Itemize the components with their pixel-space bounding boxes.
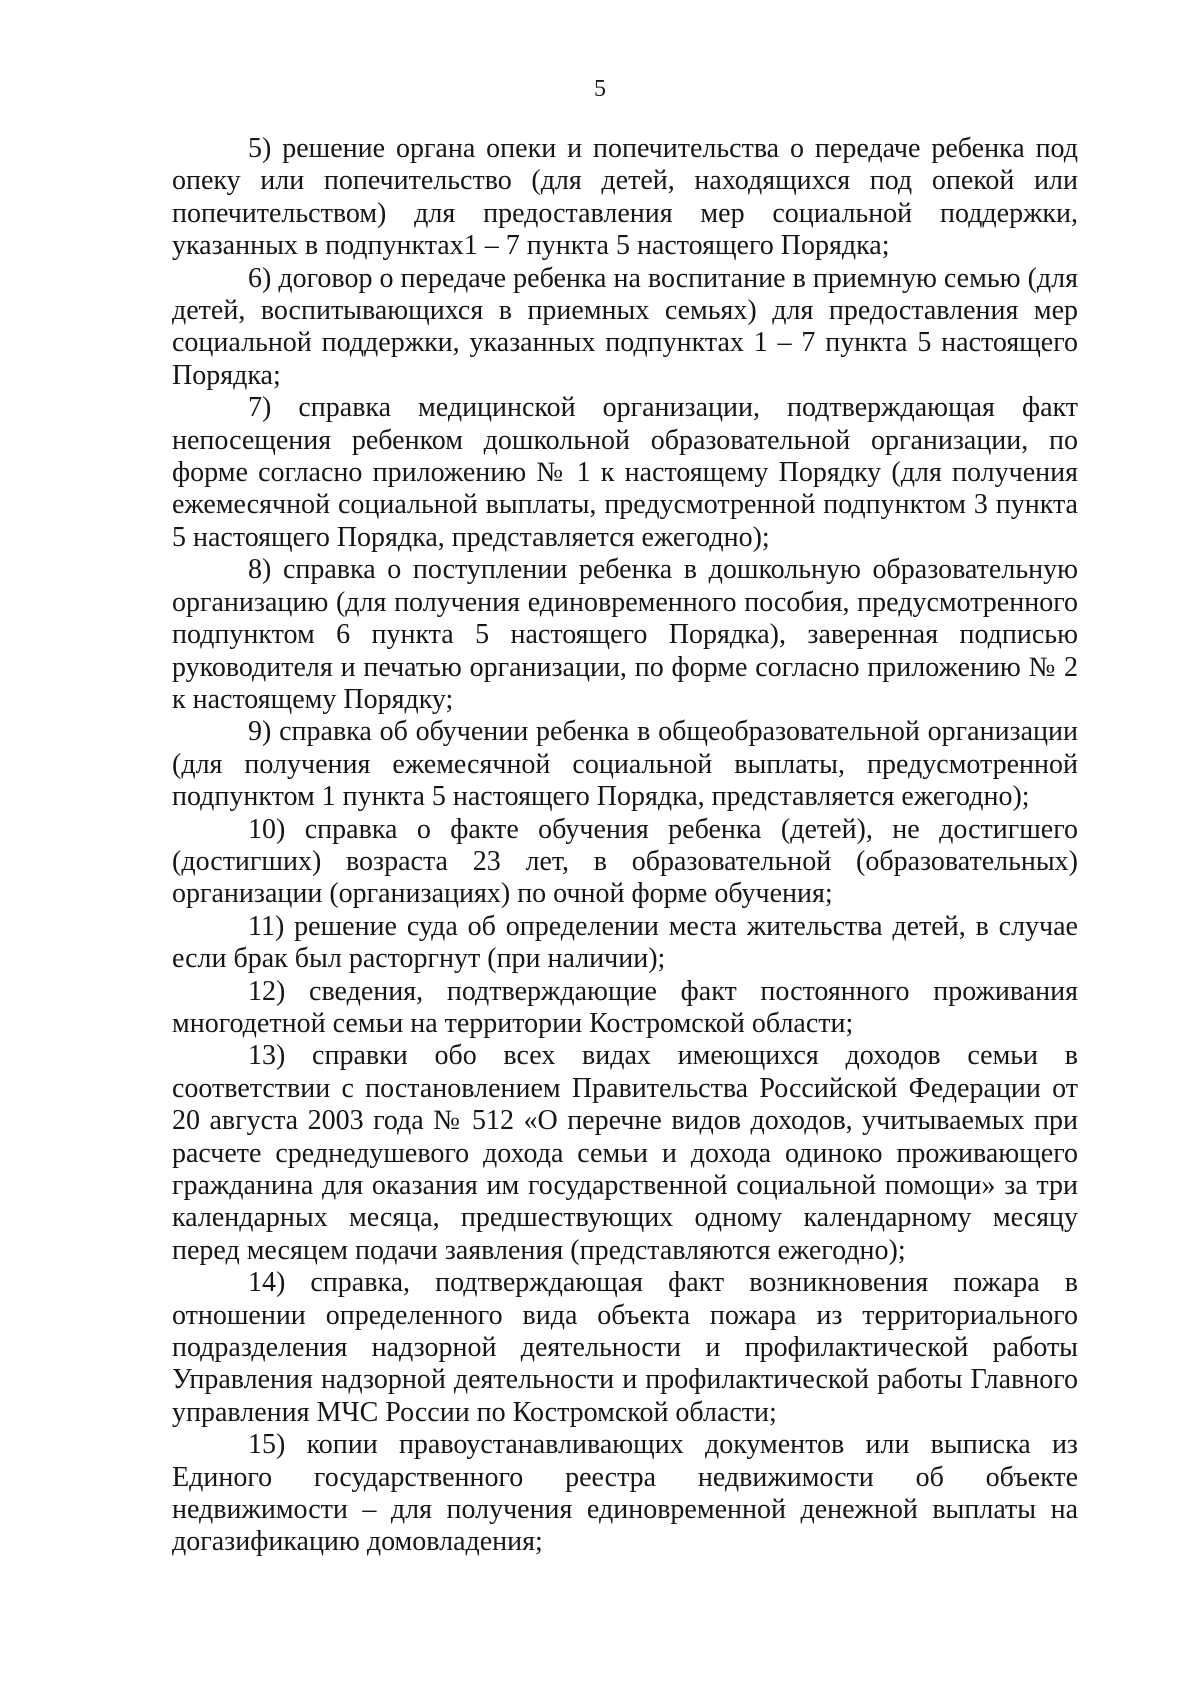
- list-item-11: 11) решение суда об определении места жительства детей, в случае если брак был расторгнут (при наличии);: [172, 910, 1078, 975]
- list-item-12: 12) сведения, подтверждающие факт постоянного проживания многодетной семьи на территории Костромской области;: [172, 975, 1078, 1039]
- list-item-6: 6) договор о передаче ребенка на воспитание в приемную семью (для детей, воспитывающихся в приемных семьях) для предоставления мер социальной поддержки, указанных подпунктах 1 – 7 пункта 5 настоящего Порядка;: [172, 262, 1078, 391]
- page-number: 5: [594, 76, 606, 102]
- list-item-5: 5) решение органа опеки и попечительства о передаче ребенка под опеку или попечительство (для детей, находящихся под опекой или попечительством) для предоставления мер социальной поддержки, указанных в подпунктах1 – 7 пункта 5 настоящего Порядка;: [172, 133, 1078, 262]
- list-item-9: 9) справка об обучении ребенка в общеобразовательной организации (для получения ежемесячной социальной выплаты, предусмотренной подпунктом 1 пункта 5 настоящего Порядка, представляется ежегодно);: [172, 716, 1078, 813]
- list-item-15: 15) копии правоустанавливающих документов или выписка из Единого государственного реестра недвижимости об объекте недвижимости – для получения единовременной денежной выплаты на догазификацию домовладения;: [172, 1429, 1078, 1558]
- list-item-8: 8) справка о поступлении ребенка в дошкольную образовательную организацию (для получения единовременного пособия, предусмотренного подпунктом 6 пункта 5 настоящего Порядка), заверенная подписью руководителя и печатью организации, по форме согласно приложению № 2 к настоящему Порядку;: [172, 554, 1078, 715]
- list-item-13: 13) справки обо всех видах имеющихся доходов семьи в соответствии с постановлением Правительства Российской Федерации от 20 августа 2003 года № 512 «О перечне видов доходов, учитываемых при расчете среднедушевого дохода семьи и дохода одиноко проживающего гражданина для оказания им государственной социальной помощи» за три календарных месяца, предшествующих одному календарному месяцу перед месяцем подачи заявления (представляются ежегодно);: [172, 1040, 1078, 1266]
- document-body: [172, 133, 1078, 1559]
- list-item-10: 10) справка о факте обучения ребенка (детей), не достигшего (достигших) возраста 23 лет, в образовательной (образовательных) организации (организациях) по очной форме обучения;: [172, 813, 1078, 910]
- list-item-7: 7) справка медицинской организации, подтверждающая факт непосещения ребенком дошкольной образовательной организации, по форме согласно приложению № 1 к настоящему Порядку (для получения ежемесячной социальной выплаты, предусмотренной подпунктом 3 пункта 5 настоящего Порядка, представляется ежегодно);: [172, 392, 1078, 553]
- list-item-14: 14) справка, подтверждающая факт возникновения пожара в отношении определенного вида объекта пожара из территориального подразделения надзорной деятельности и профилактической работы Управления надзорной деятельности и профилактической работы Главного управления МЧС России по Костромской области;: [172, 1267, 1078, 1428]
